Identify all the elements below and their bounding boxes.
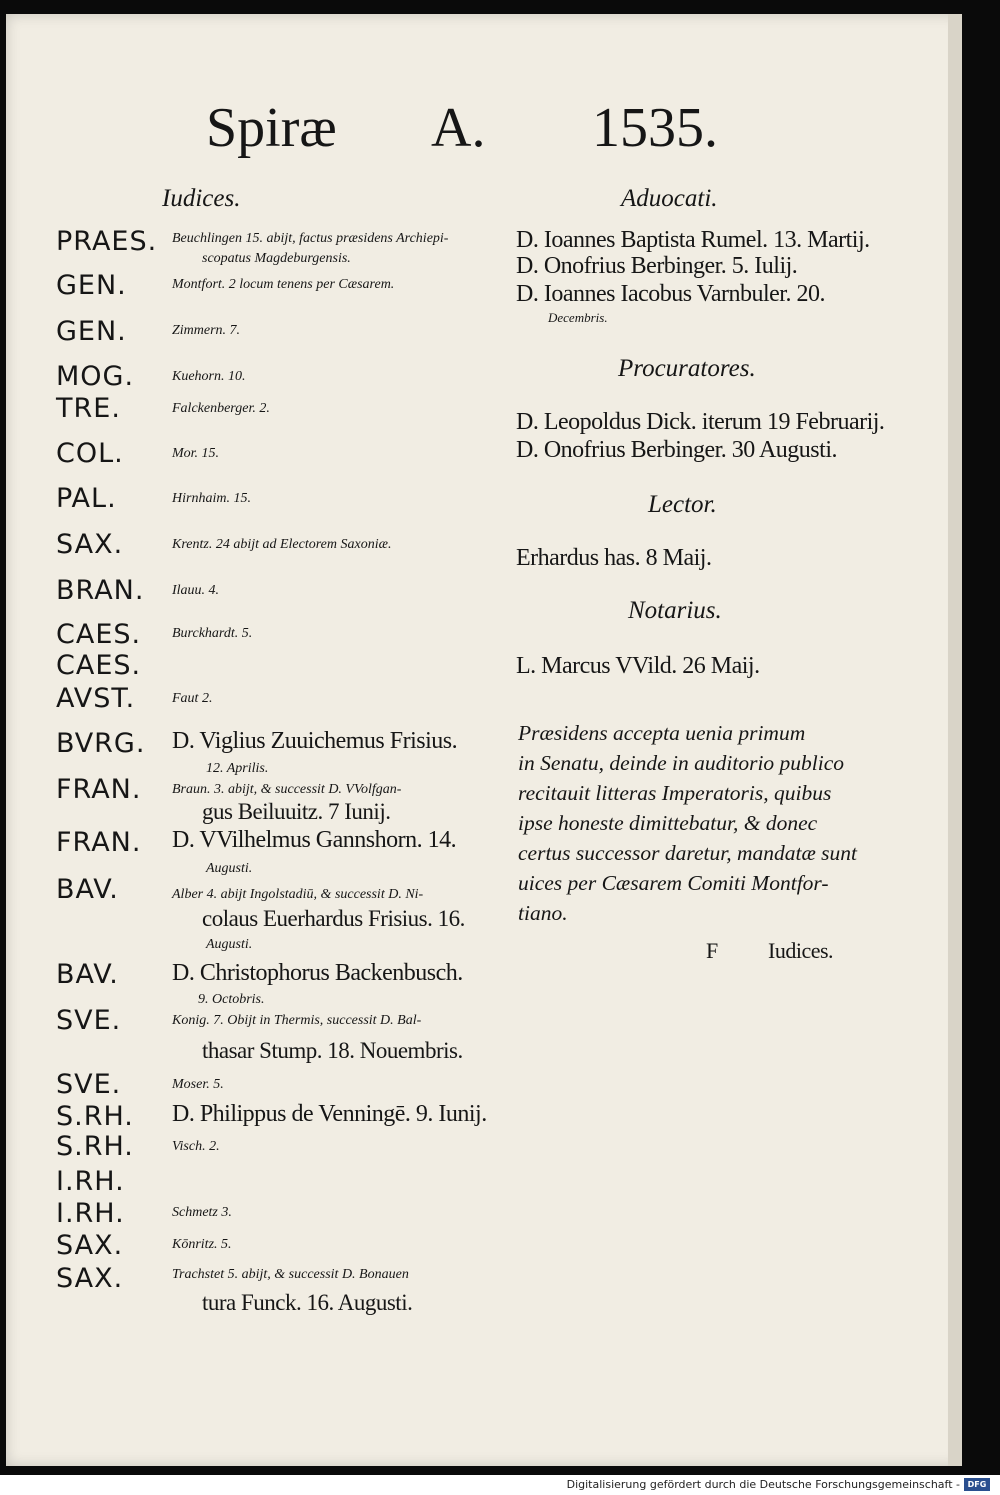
entry-sve-1-cont: thasar Stump. 18. Nouembris. <box>202 1038 463 1063</box>
procurator-1: D. Leopoldus Dick. iterum 19 Februarij. <box>516 409 885 435</box>
abbr-sax-3: SAX. <box>56 1263 124 1294</box>
advocate-3-cont: Decembris. <box>548 310 608 325</box>
entry-sax-2: Kōnritz. 5. <box>172 1237 232 1252</box>
entry-sve-2: Moser. 5. <box>172 1077 224 1092</box>
advocate-1: D. Ioannes Baptista Rumel. 13. Martij. <box>516 227 870 253</box>
entry-praes-cont: scopatus Magdeburgensis. <box>202 251 351 266</box>
advocate-3: D. Ioannes Iacobus Varnbuler. 20. <box>516 281 825 307</box>
entry-col: Mor. 15. <box>172 446 220 461</box>
abbr-sax-1: SAX. <box>56 529 124 560</box>
heading-iudices: Iudices. <box>162 185 241 212</box>
abbr-fran-1: FRAN. <box>56 774 142 805</box>
abbr-gen-2: GEN. <box>56 316 127 347</box>
entry-fran-1: Braun. 3. abijt, & successit D. VVolfgan- <box>172 782 402 797</box>
entry-bav-2: D. Christophorus Backenbusch. <box>172 960 463 986</box>
abbr-praes: PRAES. <box>56 226 158 257</box>
abbr-srh-1: S.RH. <box>56 1101 134 1132</box>
book-page <box>6 14 961 1466</box>
title-left: Spiræ <box>206 97 337 159</box>
entry-srh-2: Visch. 2. <box>172 1139 220 1154</box>
entry-avst: Faut 2. <box>172 691 213 706</box>
abbr-bav-1: BAV. <box>56 874 119 905</box>
advocate-2: D. Onofrius Berbinger. 5. Iulij. <box>516 253 798 279</box>
abbr-irh-1: I.RH. <box>56 1166 125 1197</box>
title-center: A. <box>431 97 486 159</box>
abbr-pal: PAL. <box>56 483 117 514</box>
abbr-sve-1: SVE. <box>56 1005 122 1036</box>
abbr-bav-2: BAV. <box>56 959 119 990</box>
entry-sve-1: Konig. 7. Obijt in Thermis, successit D. Bal- <box>172 1013 422 1028</box>
abbr-tre: TRE. <box>56 393 121 424</box>
heading-procuratores: Procuratores. <box>618 355 756 382</box>
abbr-sve-2: SVE. <box>56 1069 122 1100</box>
entry-irh-2: Schmetz 3. <box>172 1205 232 1220</box>
abbr-fran-2: FRAN. <box>56 827 142 858</box>
entry-pal: Hirnhaim. 15. <box>172 491 251 506</box>
entry-gen-2: Zimmern. 7. <box>172 323 241 338</box>
signature-mark: F <box>706 938 718 963</box>
abbr-srh-2: S.RH. <box>56 1131 134 1162</box>
catchword: Iudices. <box>768 938 834 963</box>
entry-fran-2-cont: Augusti. <box>206 861 253 876</box>
abbr-col: COL. <box>56 438 124 469</box>
funding-credit: Digitalisierung gefördert durch die Deutsche Forschungsgemeinschaft - <box>566 1478 960 1491</box>
entry-tre: Falckenberger. 2. <box>172 401 270 416</box>
entry-bran: Ilauu. 4. <box>172 583 220 598</box>
entry-fran-2: D. VVilhelmus Gannshorn. 14. <box>172 827 457 853</box>
entry-bav-2-cont: 9. Octobris. <box>198 992 265 1007</box>
heading-lector: Lector. <box>648 491 717 518</box>
abbr-sax-2: SAX. <box>56 1230 124 1261</box>
heading-notarius: Notarius. <box>628 597 722 624</box>
abbr-bran: BRAN. <box>56 575 145 606</box>
entry-bvrg-cont: 12. Aprilis. <box>206 761 269 776</box>
abbr-irh-2: I.RH. <box>56 1198 125 1229</box>
entry-fran-1-cont: gus Beiluuitz. 7 Iunij. <box>202 799 391 824</box>
abbr-bvrg: BVRG. <box>56 728 146 759</box>
procurator-2: D. Onofrius Berbinger. 30 Augusti. <box>516 437 837 463</box>
entry-sax-1: Krentz. 24 abijt ad Electorem Saxoniæ. <box>172 537 392 552</box>
entry-caes-1: Burckhardt. 5. <box>172 626 253 641</box>
heading-aduocati: Aduocati. <box>621 185 718 212</box>
title-year: 1535. <box>592 97 718 159</box>
entry-mog: Kuehorn. 10. <box>172 369 246 384</box>
page-edge <box>948 14 962 1466</box>
abbr-avst: AVST. <box>56 683 136 714</box>
abbr-mog: MOG. <box>56 361 135 392</box>
entry-praes: Beuchlingen 15. abijt, factus præsidens Archiepi- <box>172 231 449 246</box>
president-note: Præsidens accepta uenia primum in Senatu, deinde in auditorio publico recitauit litteras Imperatoris, quibus ipse honeste dimittebatur, & donec certus successor daretur, mandatæ sunt uices per Cæsarem Comiti Montfor- tiano. <box>518 721 858 925</box>
entry-sax-3: Trachstet 5. abijt, & successit D. Bonauen <box>172 1267 409 1282</box>
entry-bav-1-cont: colaus Euerhardus Frisius. 16. <box>202 906 465 931</box>
lector-name: Erhardus has. 8 Maij. <box>516 545 712 571</box>
entry-bav-1: Alber 4. abijt Ingolstadiū, & successit D. Ni- <box>172 887 424 902</box>
dfg-logo-icon: DFG <box>964 1478 990 1491</box>
entry-gen-1: Montfort. 2 locum tenens per Cæsarem. <box>172 277 395 292</box>
abbr-caes-2: CAES. <box>56 650 142 681</box>
notarius-name: L. Marcus VVild. 26 Maij. <box>516 653 760 679</box>
entry-bav-1-cont2: Augusti. <box>206 937 253 952</box>
abbr-caes-1: CAES. <box>56 619 142 650</box>
abbr-gen-1: GEN. <box>56 270 127 301</box>
entry-srh-1: D. Philippus de Venningē. 9. Iunij. <box>172 1101 487 1127</box>
entry-sax-3-cont: tura Funck. 16. Augusti. <box>202 1290 413 1315</box>
entry-bvrg: D. Viglius Zuuichemus Frisius. <box>172 728 458 754</box>
